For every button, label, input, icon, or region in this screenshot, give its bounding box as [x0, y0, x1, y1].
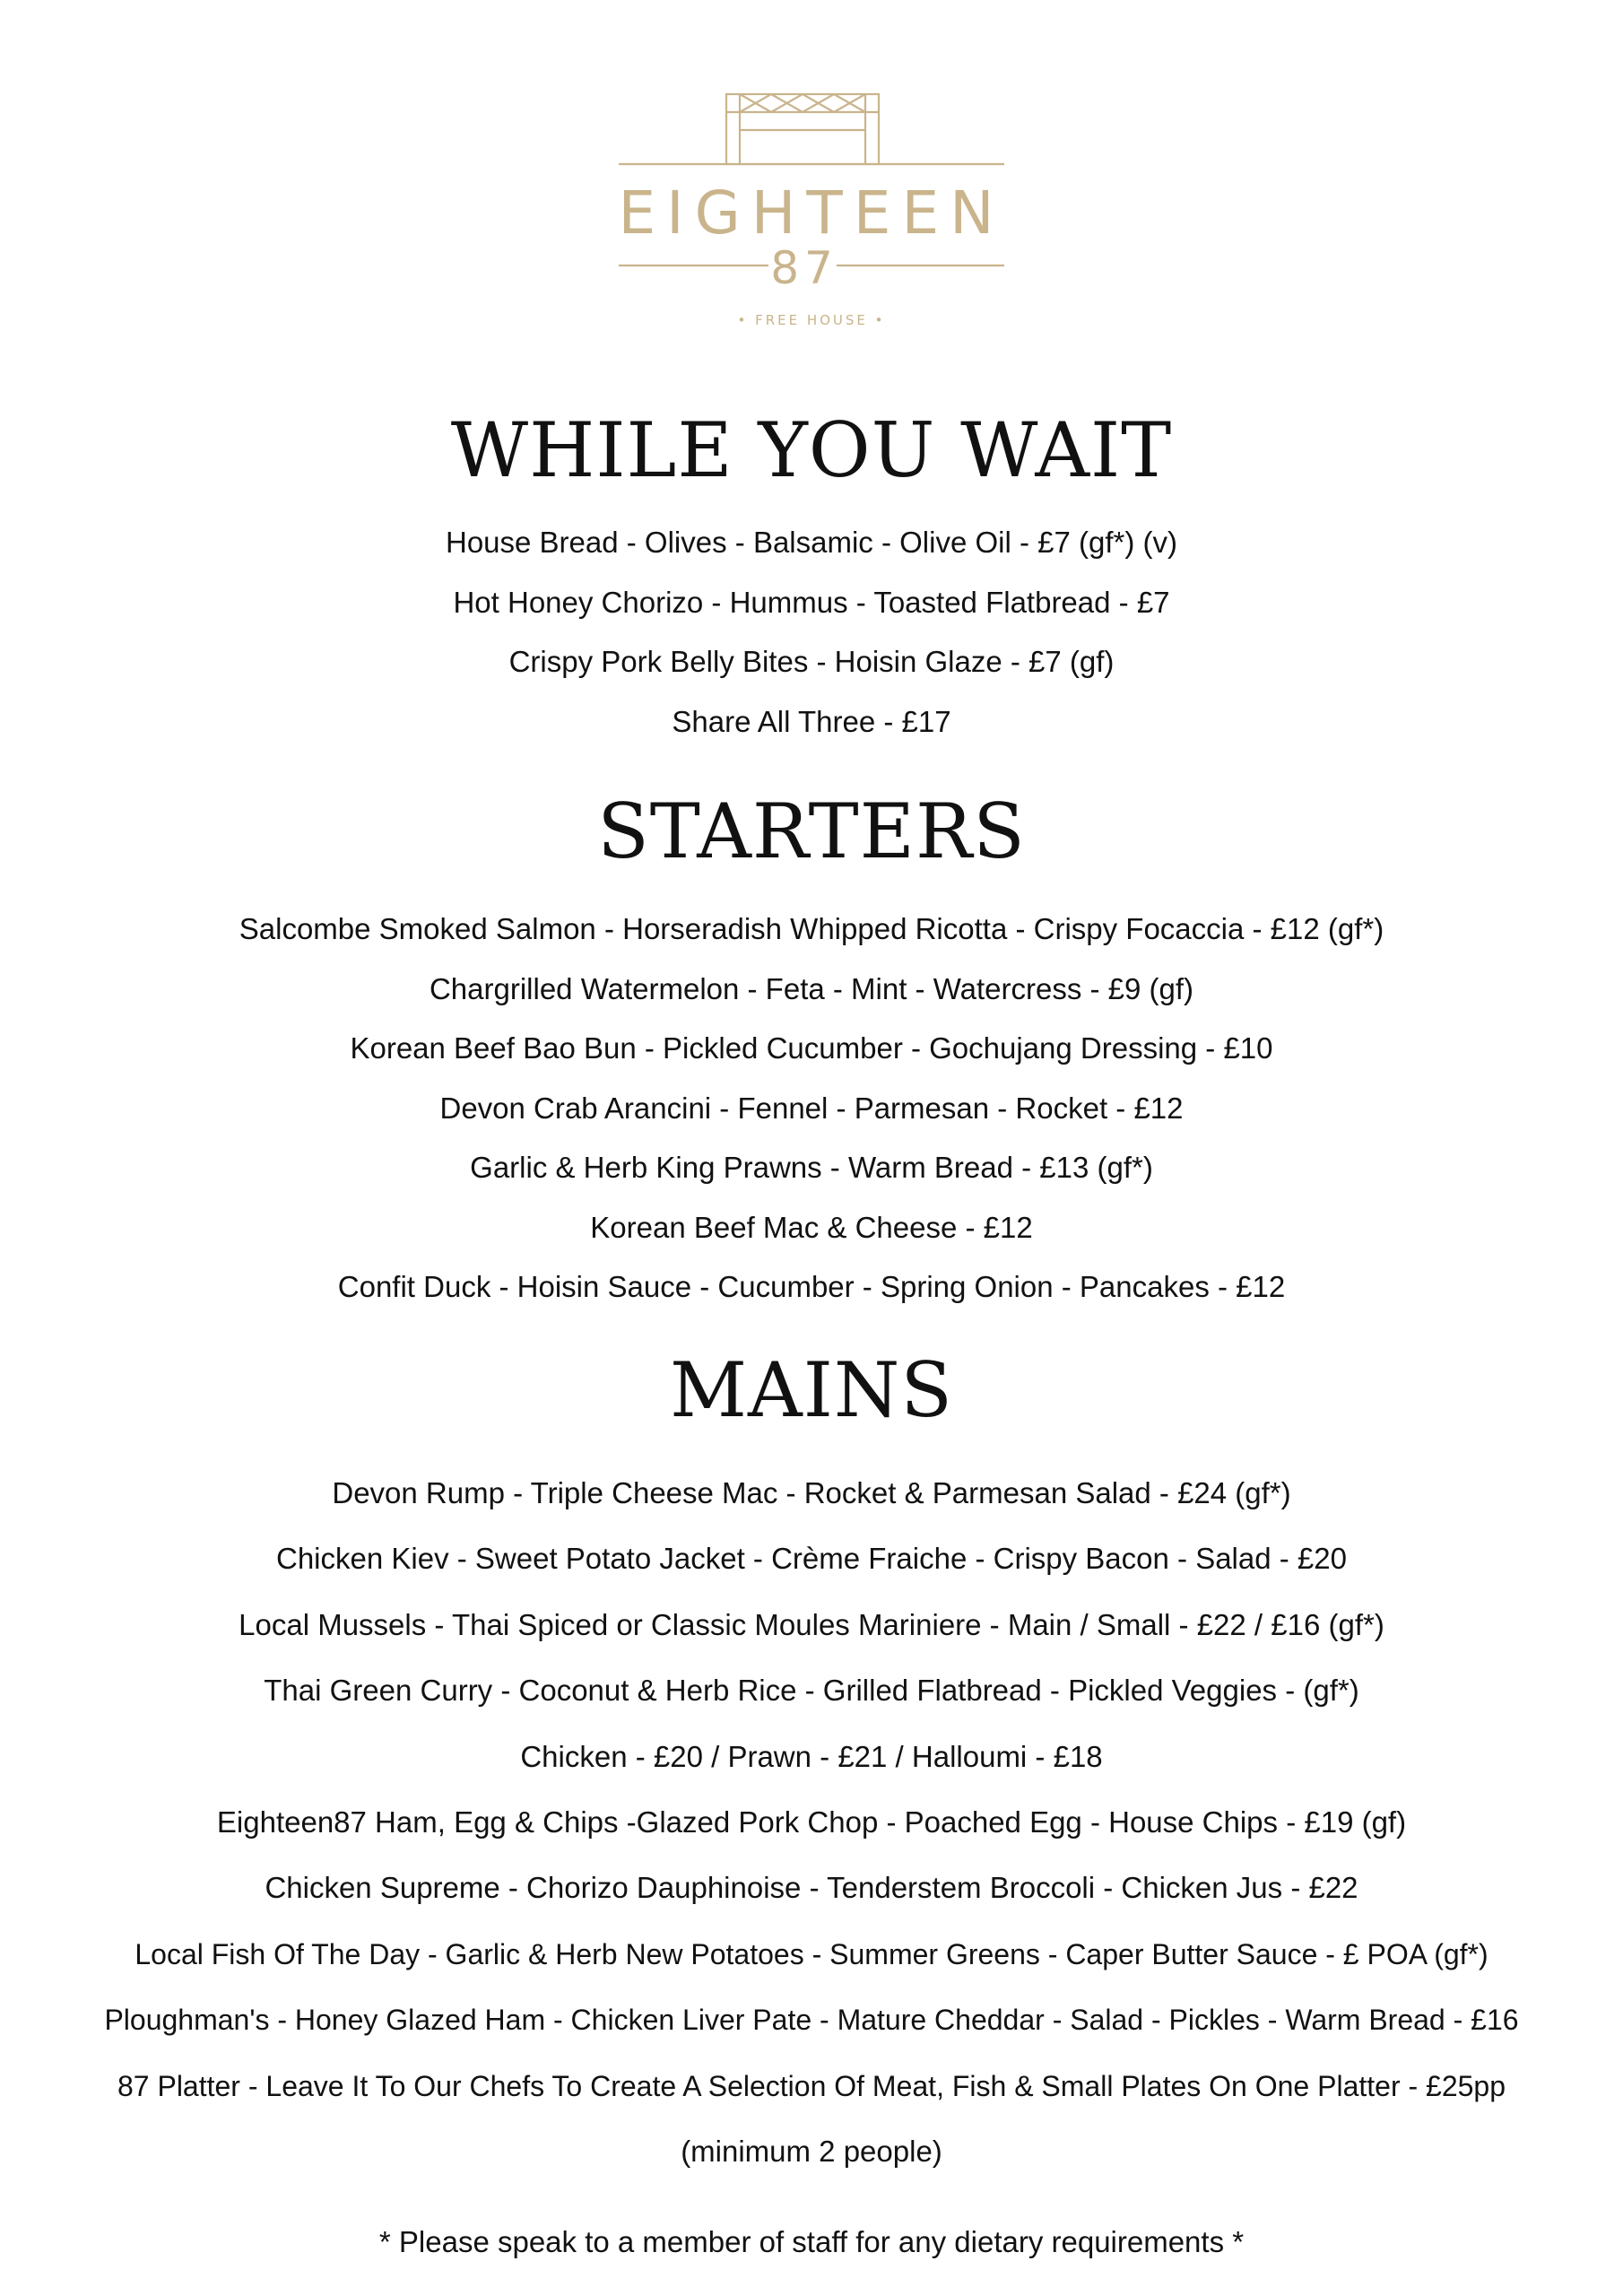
menu-item: Local Fish Of The Day - Garlic & Herb New Potatoes - Summer Greens - Caper Butter Sauce - £ POA (gf*): [135, 1937, 1488, 1970]
logo-number: 87: [770, 242, 838, 294]
starters-title: STARTERS: [597, 787, 1026, 875]
menu-item: Share All Three - £17: [672, 705, 951, 739]
while-you-wait-title: WHILE YOU WAIT: [450, 406, 1173, 494]
menu-item: Confit Duck - Hoisin Sauce - Cucumber - Spring Onion - Pancakes - £12: [337, 1270, 1286, 1303]
menu-item: Chargrilled Watermelon - Feta - Mint - Watercress - £9 (gf): [429, 971, 1194, 1005]
menu-item: Chicken Supreme - Chorizo Dauphinoise - Tenderstem Broccoli - Chicken Jus - £22: [265, 1871, 1358, 1905]
menu-item: Local Mussels - Thai Spiced or Classic Moules Mariniere - Main / Small - £22 / £16 (gf*): [239, 1607, 1384, 1641]
mains-title: MAINS: [670, 1346, 953, 1434]
menu-item: Crispy Pork Belly Bites - Hoisin Glaze - £7 (gf): [508, 645, 1115, 679]
menu-item-note: (minimum 2 people): [681, 2134, 942, 2168]
mains-list: [0, 1475, 1623, 2199]
menu-item: Garlic & Herb King Prawns - Warm Bread - £13 (gf*): [470, 1151, 1153, 1184]
while-you-wait-list: [0, 525, 1623, 764]
menu-item: House Bread - Olives - Balsamic - Olive Oil - £7 (gf*) (v): [445, 526, 1178, 559]
logo: [0, 90, 1623, 341]
menu-item: Korean Beef Mac & Cheese - £12: [590, 1210, 1033, 1244]
menu-item: Devon Crab Arancini - Fennel - Parmesan - Rocket - £12: [439, 1091, 1184, 1125]
starters-list: [0, 911, 1623, 1329]
logo-mark: [614, 90, 1009, 332]
logo-tagline: • FREE HOUSE •: [737, 312, 886, 328]
menu-item: Hot Honey Chorizo - Hummus - Toasted Flatbread - £7: [453, 585, 1170, 619]
logo-wordmark: EIGHTEEN: [618, 178, 1005, 248]
menu-item: Salcombe Smoked Salmon - Horseradish Whipped Ricotta - Crispy Focaccia - £12 (gf*): [239, 912, 1384, 945]
menu-item: Chicken Kiev - Sweet Potato Jacket - Crème Fraiche - Crispy Bacon - Salad - £20: [276, 1542, 1347, 1576]
menu-item: Korean Beef Bao Bun - Pickled Cucumber - Gochujang Dressing - £10: [350, 1031, 1273, 1065]
menu-item: Chicken - £20 / Prawn - £21 / Halloumi - £18: [520, 1739, 1103, 1773]
menu-item: Ploughman's - Honey Glazed Ham - Chicken Liver Pate - Mature Cheddar - Salad - Pickles - Warm Bread - £16: [104, 2004, 1519, 2037]
dietary-note: * Please speak to a member of staff for any dietary requirements *: [378, 2225, 1245, 2258]
menu-item: Eighteen87 Ham, Egg & Chips -Glazed Pork Chop - Poached Egg - House Chips - £19 (gf): [216, 1805, 1407, 1839]
menu-item: 87 Platter - Leave It To Our Chefs To Create A Selection Of Meat, Fish & Small Plates On One Platter - £25pp: [117, 2069, 1506, 2102]
menu-item: Devon Rump - Triple Cheese Mac - Rocket & Parmesan Salad - £24 (gf*): [332, 1476, 1291, 1509]
menu-item: Thai Green Curry - Coconut & Herb Rice - Grilled Flatbread - Pickled Veggies - (gf*): [264, 1674, 1359, 1708]
